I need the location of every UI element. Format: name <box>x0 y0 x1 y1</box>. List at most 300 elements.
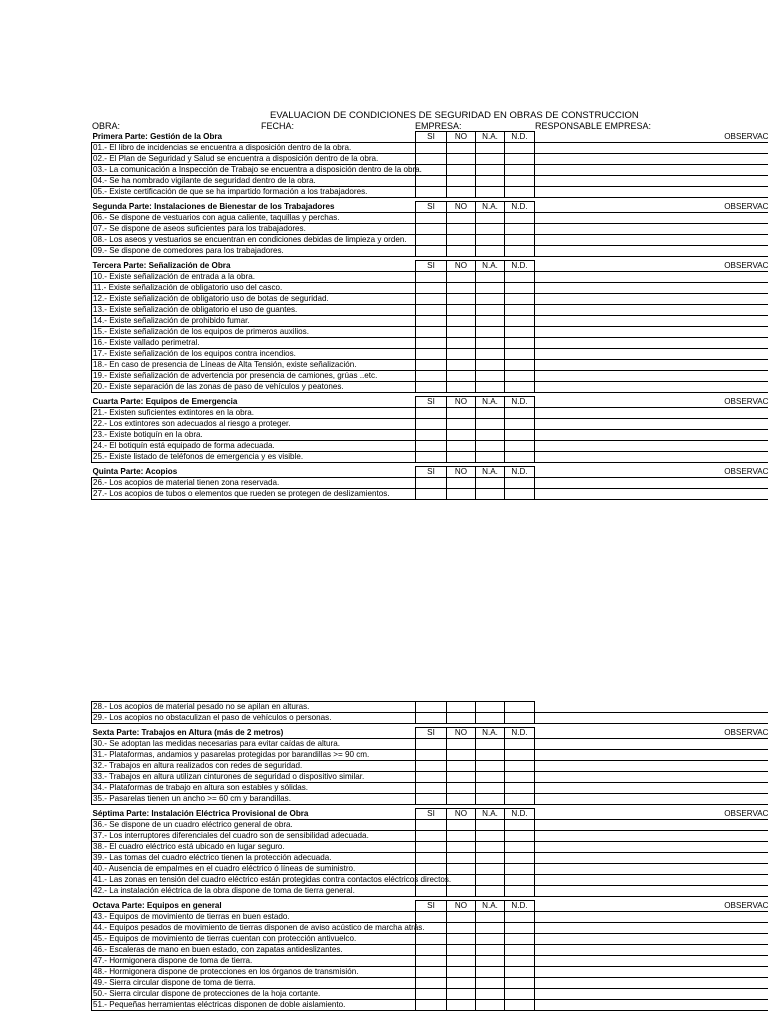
answer-box-si[interactable] <box>416 327 447 338</box>
section-header-row <box>92 261 768 272</box>
answer-box-no[interactable] <box>447 246 476 257</box>
answer-box-si[interactable] <box>416 945 447 956</box>
answer-box-no[interactable] <box>447 371 476 382</box>
item-text <box>92 831 416 842</box>
answer-box-nd[interactable] <box>505 382 535 393</box>
column-header-na: N.A. <box>476 467 505 478</box>
answer-box-si[interactable] <box>416 272 447 283</box>
answer-box-no[interactable] <box>447 316 476 327</box>
observation-cell[interactable] <box>535 349 768 360</box>
item-text <box>92 1000 416 1011</box>
item-text <box>92 853 416 864</box>
observation-cell[interactable] <box>535 831 768 842</box>
answer-box-na[interactable] <box>476 912 505 923</box>
answer-box-nd[interactable] <box>505 441 535 452</box>
answer-box-na[interactable] <box>476 853 505 864</box>
answer-box-si[interactable] <box>416 371 447 382</box>
item-text <box>92 967 416 978</box>
checklist-item-row <box>92 853 768 864</box>
answer-box-no[interactable] <box>447 702 476 713</box>
answer-box-nd[interactable] <box>505 750 535 761</box>
answer-box-na[interactable] <box>476 349 505 360</box>
answer-box-si[interactable] <box>416 750 447 761</box>
answer-box-nd[interactable] <box>505 739 535 750</box>
answer-box-na[interactable] <box>476 176 505 187</box>
answer-box-na[interactable] <box>476 294 505 305</box>
observation-cell[interactable] <box>535 886 768 897</box>
item-text <box>92 945 416 956</box>
answer-box-nd[interactable] <box>505 305 535 316</box>
observation-cell[interactable] <box>535 956 768 967</box>
answer-box-nd[interactable] <box>505 886 535 897</box>
answer-box-nd[interactable] <box>505 176 535 187</box>
answer-box-na[interactable] <box>476 956 505 967</box>
answer-box-no[interactable] <box>447 783 476 794</box>
answer-box-no[interactable] <box>447 419 476 430</box>
answer-box-nd[interactable] <box>505 772 535 783</box>
answer-box-no[interactable] <box>447 187 476 198</box>
checklist-item-row <box>92 820 768 831</box>
answer-box-nd[interactable] <box>505 912 535 923</box>
answer-box-no[interactable] <box>447 408 476 419</box>
answer-box-na[interactable] <box>476 713 505 724</box>
answer-box-na[interactable] <box>476 478 505 489</box>
checklist-item-row <box>92 419 768 430</box>
answer-box-na[interactable] <box>476 305 505 316</box>
answer-box-na[interactable] <box>476 213 505 224</box>
column-header-si: SI <box>416 467 447 478</box>
answer-box-na[interactable] <box>476 831 505 842</box>
item-label: 16.- Existe vallado perimetral. <box>93 338 200 347</box>
answer-box-si[interactable] <box>416 761 447 772</box>
answer-box-no[interactable] <box>447 235 476 246</box>
answer-box-nd[interactable] <box>505 945 535 956</box>
answer-box-nd[interactable] <box>505 187 535 198</box>
checklist-item-row <box>92 478 768 489</box>
observation-cell[interactable] <box>535 853 768 864</box>
answer-box-no[interactable] <box>447 283 476 294</box>
item-label: 41.- Las zonas en tensión del cuadro eléctrico están protegidas contra contactos eléctricos directos. <box>93 875 452 884</box>
answer-box-si[interactable] <box>416 831 447 842</box>
answer-box-na[interactable] <box>476 978 505 989</box>
observation-cell[interactable] <box>535 761 768 772</box>
column-header-nd: N.D. <box>505 132 535 143</box>
answer-box-si[interactable] <box>416 934 447 945</box>
observation-cell[interactable] <box>535 978 768 989</box>
answer-box-nd[interactable] <box>505 283 535 294</box>
answer-box-nd[interactable] <box>505 956 535 967</box>
observation-cell[interactable] <box>535 772 768 783</box>
answer-box-na[interactable] <box>476 761 505 772</box>
answer-box-na[interactable] <box>476 360 505 371</box>
answer-box-na[interactable] <box>476 316 505 327</box>
observation-cell[interactable] <box>535 360 768 371</box>
answer-box-no[interactable] <box>447 772 476 783</box>
answer-box-no[interactable] <box>447 864 476 875</box>
answer-box-nd[interactable] <box>505 360 535 371</box>
answer-box-nd[interactable] <box>505 143 535 154</box>
answer-box-nd[interactable] <box>505 419 535 430</box>
answer-box-nd[interactable] <box>505 923 535 934</box>
answer-box-si[interactable] <box>416 187 447 198</box>
answer-box-no[interactable] <box>447 154 476 165</box>
answer-box-no[interactable] <box>447 886 476 897</box>
observation-cell[interactable] <box>535 419 768 430</box>
answer-box-si[interactable] <box>416 702 447 713</box>
observation-cell[interactable] <box>535 923 768 934</box>
observation-cell[interactable] <box>535 305 768 316</box>
answer-box-na[interactable] <box>476 702 505 713</box>
observation-cell[interactable] <box>535 272 768 283</box>
answer-box-no[interactable] <box>447 176 476 187</box>
answer-box-nd[interactable] <box>505 989 535 1000</box>
answer-box-na[interactable] <box>476 143 505 154</box>
observation-cell[interactable] <box>535 371 768 382</box>
answer-box-no[interactable] <box>447 213 476 224</box>
observation-cell[interactable] <box>535 912 768 923</box>
answer-box-nd[interactable] <box>505 875 535 886</box>
answer-box-na[interactable] <box>476 154 505 165</box>
answer-box-na[interactable] <box>476 283 505 294</box>
answer-box-si[interactable] <box>416 772 447 783</box>
answer-box-no[interactable] <box>447 713 476 724</box>
item-label: 40.- Ausencia de empalmes en el cuadro eléctrico ó líneas de suministro. <box>93 864 356 873</box>
observation-cell[interactable] <box>535 489 768 500</box>
checklist-item-row <box>92 783 768 794</box>
answer-box-no[interactable] <box>447 165 476 176</box>
checklist-item-row <box>92 956 768 967</box>
item-label: 06.- Se dispone de vestuarios con agua caliente, taquillas y perchas. <box>93 213 340 222</box>
answer-box-no[interactable] <box>447 739 476 750</box>
answer-box-si[interactable] <box>416 739 447 750</box>
answer-box-na[interactable] <box>476 820 505 831</box>
observation-cell[interactable] <box>535 739 768 750</box>
answer-box-no[interactable] <box>447 967 476 978</box>
answer-box-si[interactable] <box>416 713 447 724</box>
answer-box-nd[interactable] <box>505 820 535 831</box>
answer-box-no[interactable] <box>447 430 476 441</box>
answer-box-na[interactable] <box>476 794 505 805</box>
answer-box-nd[interactable] <box>505 978 535 989</box>
answer-box-no[interactable] <box>447 978 476 989</box>
answer-box-no[interactable] <box>447 989 476 1000</box>
checklist-item-row <box>92 875 768 886</box>
answer-box-nd[interactable] <box>505 338 535 349</box>
observation-cell[interactable] <box>535 864 768 875</box>
observation-cell[interactable] <box>535 1000 768 1011</box>
answer-box-no[interactable] <box>447 842 476 853</box>
answer-box-na[interactable] <box>476 875 505 886</box>
answer-box-no[interactable] <box>447 912 476 923</box>
observation-cell[interactable] <box>535 478 768 489</box>
observation-cell[interactable] <box>535 176 768 187</box>
observation-cell[interactable] <box>535 235 768 246</box>
answer-box-na[interactable] <box>476 382 505 393</box>
answer-box-si[interactable] <box>416 360 447 371</box>
answer-box-nd[interactable] <box>505 489 535 500</box>
observation-cell[interactable] <box>535 945 768 956</box>
answer-box-no[interactable] <box>447 272 476 283</box>
answer-box-no[interactable] <box>447 143 476 154</box>
answer-box-nd[interactable] <box>505 864 535 875</box>
answer-box-na[interactable] <box>476 246 505 257</box>
answer-box-nd[interactable] <box>505 452 535 463</box>
answer-box-na[interactable] <box>476 419 505 430</box>
column-header-na: N.A. <box>476 809 505 820</box>
answer-box-si[interactable] <box>416 143 447 154</box>
answer-box-si[interactable] <box>416 478 447 489</box>
answer-box-nd[interactable] <box>505 246 535 257</box>
answer-box-si[interactable] <box>416 1000 447 1011</box>
answer-box-nd[interactable] <box>505 783 535 794</box>
answer-box-nd[interactable] <box>505 831 535 842</box>
answer-box-na[interactable] <box>476 371 505 382</box>
observation-cell[interactable] <box>535 783 768 794</box>
item-text <box>92 154 416 165</box>
answer-box-no[interactable] <box>447 820 476 831</box>
answer-box-no[interactable] <box>447 224 476 235</box>
answer-box-si[interactable] <box>416 408 447 419</box>
answer-box-na[interactable] <box>476 224 505 235</box>
answer-box-na[interactable] <box>476 864 505 875</box>
answer-box-no[interactable] <box>447 945 476 956</box>
answer-box-no[interactable] <box>447 761 476 772</box>
answer-box-na[interactable] <box>476 338 505 349</box>
answer-box-nd[interactable] <box>505 702 535 713</box>
observation-cell[interactable] <box>535 967 768 978</box>
observation-cell[interactable] <box>535 294 768 305</box>
answer-box-na[interactable] <box>476 327 505 338</box>
answer-box-no[interactable] <box>447 831 476 842</box>
answer-box-si[interactable] <box>416 382 447 393</box>
answer-box-si[interactable] <box>416 235 447 246</box>
answer-box-nd[interactable] <box>505 327 535 338</box>
column-header-nd: N.D. <box>505 728 535 739</box>
empresa-label: EMPRESA: <box>415 121 462 131</box>
answer-box-no[interactable] <box>447 349 476 360</box>
answer-box-si[interactable] <box>416 783 447 794</box>
answer-box-no[interactable] <box>447 1000 476 1011</box>
answer-box-na[interactable] <box>476 783 505 794</box>
observation-cell[interactable] <box>535 283 768 294</box>
answer-box-si[interactable] <box>416 452 447 463</box>
answer-box-nd[interactable] <box>505 842 535 853</box>
observation-cell[interactable] <box>535 452 768 463</box>
answer-box-na[interactable] <box>476 165 505 176</box>
answer-box-na[interactable] <box>476 452 505 463</box>
observation-cell[interactable] <box>535 875 768 886</box>
item-text <box>92 956 416 967</box>
observation-cell[interactable] <box>535 327 768 338</box>
answer-box-nd[interactable] <box>505 430 535 441</box>
observation-cell[interactable] <box>535 441 768 452</box>
observation-cell[interactable] <box>535 820 768 831</box>
answer-box-na[interactable] <box>476 934 505 945</box>
answer-box-no[interactable] <box>447 294 476 305</box>
answer-box-nd[interactable] <box>505 408 535 419</box>
answer-box-na[interactable] <box>476 272 505 283</box>
observation-cell[interactable] <box>535 750 768 761</box>
answer-box-na[interactable] <box>476 989 505 1000</box>
answer-box-nd[interactable] <box>505 154 535 165</box>
observation-cell[interactable] <box>535 989 768 1000</box>
answer-box-na[interactable] <box>476 945 505 956</box>
answer-box-si[interactable] <box>416 820 447 831</box>
observation-cell[interactable] <box>535 187 768 198</box>
observation-cell[interactable] <box>535 213 768 224</box>
answer-box-na[interactable] <box>476 739 505 750</box>
answer-box-no[interactable] <box>447 305 476 316</box>
answer-box-nd[interactable] <box>505 967 535 978</box>
answer-box-no[interactable] <box>447 923 476 934</box>
answer-box-si[interactable] <box>416 912 447 923</box>
observation-cell[interactable] <box>535 154 768 165</box>
answer-box-na[interactable] <box>476 489 505 500</box>
observation-cell[interactable] <box>535 408 768 419</box>
item-label: 15.- Existe señalización de los equipos de primeros auxilios. <box>93 327 309 336</box>
answer-box-nd[interactable] <box>505 349 535 360</box>
answer-box-si[interactable] <box>416 349 447 360</box>
observation-cell[interactable] <box>535 702 768 713</box>
answer-box-si[interactable] <box>416 305 447 316</box>
answer-box-si[interactable] <box>416 419 447 430</box>
item-text <box>92 886 416 897</box>
checklist-table-page-1 <box>91 131 768 500</box>
item-label: 27.- Los acopios de tubos o elementos que rueden se protegen de deslizamientos. <box>93 489 390 498</box>
answer-box-si[interactable] <box>416 176 447 187</box>
answer-box-si[interactable] <box>416 441 447 452</box>
answer-box-si[interactable] <box>416 154 447 165</box>
answer-box-nd[interactable] <box>505 165 535 176</box>
answer-box-no[interactable] <box>447 750 476 761</box>
section-title: Segunda Parte: Instalaciones de Bienestar de los Trabajadores <box>92 201 335 211</box>
answer-box-nd[interactable] <box>505 213 535 224</box>
answer-box-nd[interactable] <box>505 235 535 246</box>
observation-cell[interactable] <box>535 165 768 176</box>
answer-box-na[interactable] <box>476 967 505 978</box>
answer-box-si[interactable] <box>416 246 447 257</box>
answer-box-na[interactable] <box>476 430 505 441</box>
answer-box-si[interactable] <box>416 316 447 327</box>
answer-box-no[interactable] <box>447 794 476 805</box>
answer-box-no[interactable] <box>447 382 476 393</box>
answer-box-si[interactable] <box>416 886 447 897</box>
item-label: 29.- Los acopios no obstaculizan el paso de vehículos o personas. <box>93 713 332 722</box>
answer-box-si[interactable] <box>416 967 447 978</box>
answer-box-si[interactable] <box>416 956 447 967</box>
answer-box-si[interactable] <box>416 283 447 294</box>
observation-cell[interactable] <box>535 338 768 349</box>
answer-box-na[interactable] <box>476 772 505 783</box>
checklist-item-row <box>92 283 768 294</box>
answer-box-si[interactable] <box>416 794 447 805</box>
answer-box-si[interactable] <box>416 213 447 224</box>
answer-box-nd[interactable] <box>505 224 535 235</box>
answer-box-si[interactable] <box>416 978 447 989</box>
answer-box-nd[interactable] <box>505 794 535 805</box>
answer-box-si[interactable] <box>416 489 447 500</box>
answer-box-na[interactable] <box>476 235 505 246</box>
answer-box-no[interactable] <box>447 441 476 452</box>
item-label: 46.- Escaleras de mano en buen estado, con zapatas antideslizantes. <box>93 945 343 954</box>
item-text <box>92 478 416 489</box>
answer-box-na[interactable] <box>476 408 505 419</box>
answer-box-na[interactable] <box>476 886 505 897</box>
answer-box-nd[interactable] <box>505 761 535 772</box>
observation-cell[interactable] <box>535 794 768 805</box>
answer-box-si[interactable] <box>416 294 447 305</box>
observation-cell[interactable] <box>535 316 768 327</box>
checklist-item-row <box>92 1000 768 1011</box>
answer-box-si[interactable] <box>416 853 447 864</box>
column-header-no: NO <box>447 202 476 213</box>
answer-box-si[interactable] <box>416 430 447 441</box>
checklist-item-row <box>92 224 768 235</box>
column-header-si: SI <box>416 397 447 408</box>
answer-box-si[interactable] <box>416 989 447 1000</box>
item-label: 36.- Se dispone de un cuadro eléctrico general de obra. <box>93 820 293 829</box>
answer-box-na[interactable] <box>476 441 505 452</box>
observation-cell[interactable] <box>535 382 768 393</box>
answer-box-no[interactable] <box>447 478 476 489</box>
answer-box-na[interactable] <box>476 923 505 934</box>
answer-box-na[interactable] <box>476 187 505 198</box>
item-text <box>92 305 416 316</box>
answer-box-no[interactable] <box>447 853 476 864</box>
answer-box-nd[interactable] <box>505 294 535 305</box>
observation-cell[interactable] <box>535 430 768 441</box>
observation-cell[interactable] <box>535 842 768 853</box>
answer-box-no[interactable] <box>447 360 476 371</box>
answer-box-na[interactable] <box>476 1000 505 1011</box>
answer-box-si[interactable] <box>416 338 447 349</box>
answer-box-si[interactable] <box>416 842 447 853</box>
item-label: 47.- Hormigonera dispone de toma de tierra. <box>93 956 253 965</box>
observation-cell[interactable] <box>535 934 768 945</box>
item-text <box>92 761 416 772</box>
item-text <box>92 382 416 393</box>
answer-box-no[interactable] <box>447 489 476 500</box>
observation-cell[interactable] <box>535 224 768 235</box>
answer-box-si[interactable] <box>416 224 447 235</box>
answer-box-nd[interactable] <box>505 1000 535 1011</box>
answer-box-no[interactable] <box>447 956 476 967</box>
column-header-si: SI <box>416 132 447 143</box>
column-header-na: N.A. <box>476 132 505 143</box>
answer-box-na[interactable] <box>476 842 505 853</box>
item-text <box>92 165 422 176</box>
answer-box-no[interactable] <box>447 338 476 349</box>
answer-box-no[interactable] <box>447 452 476 463</box>
answer-box-nd[interactable] <box>505 853 535 864</box>
answer-box-nd[interactable] <box>505 934 535 945</box>
column-header-no: NO <box>447 261 476 272</box>
answer-box-na[interactable] <box>476 750 505 761</box>
observation-cell[interactable] <box>535 713 768 724</box>
answer-box-nd[interactable] <box>505 272 535 283</box>
answer-box-si[interactable] <box>416 864 447 875</box>
answer-box-nd[interactable] <box>505 316 535 327</box>
item-text <box>92 702 416 713</box>
answer-box-nd[interactable] <box>505 713 535 724</box>
observation-cell[interactable] <box>535 246 768 257</box>
item-label: 19.- Existe señalización de advertencia por presencia de camiones, grúas ..etc. <box>93 371 378 380</box>
answer-box-nd[interactable] <box>505 371 535 382</box>
answer-box-no[interactable] <box>447 934 476 945</box>
answer-box-no[interactable] <box>447 327 476 338</box>
answer-box-nd[interactable] <box>505 478 535 489</box>
observation-cell[interactable] <box>535 143 768 154</box>
